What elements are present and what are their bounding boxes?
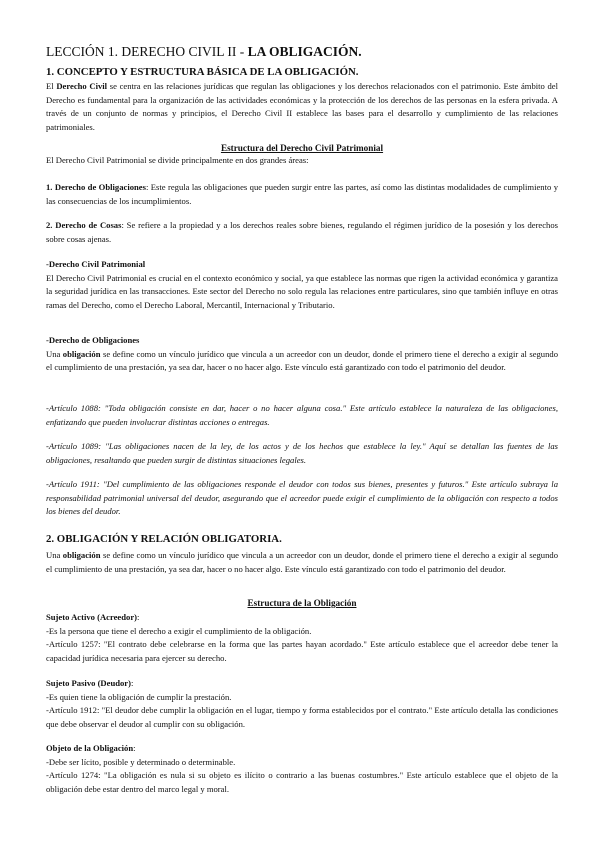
article-1089: -Artículo 1089: "Las obligaciones nacen de la ley, de los actos y de los hechos que establece la ley." Aquí se detallan las fuentes de las obligaciones, resaltando que pueden surgir de distintas situaciones legales.: [46, 441, 558, 465]
pasivo-heading: [46, 677, 558, 691]
s2-intro-post: se define como un vínculo jurídico que vincula a un acreedor con un deudor, donde el primero tiene el derecho a exigir al segundo el cumplimiento de una prestación, ya sea dar, hacer o no hacer algo. Este vínculo está garantizado con todo el patrimonio del deudor.: [46, 550, 558, 574]
title-bold: LA OBLIGACIÓN.: [247, 44, 362, 59]
dob-bold: obligación: [62, 348, 101, 359]
article-1088: -Artículo 1088: "Toda obligación consiste en dar, hacer o no hacer alguna cosa." Este artículo establece la naturaleza de las obligaciones, enfatizando que pueden involucrar distintas acciones o entregas.: [46, 403, 558, 427]
s2-intro-bold: obligación: [62, 550, 101, 560]
activo-colon: :: [137, 612, 140, 622]
title-prefix: LECCIÓN 1. DERECHO CIVIL II -: [46, 44, 248, 59]
dob-pre: Una: [46, 348, 63, 359]
section-2-intro: [46, 549, 558, 576]
dob-label: -Derecho de Obligaciones: [46, 335, 140, 345]
article-1911: -Artículo 1911: "Del cumplimiento de las obligaciones responde el deudor con todos sus bienes, presentes y futuros." Este artículo subraya la responsabilidad patrimonial universal del deudor, asegurando que el acreedor puede exigir el cumplimiento de la obligación con respecto a todos los bienes del deudor.: [46, 479, 558, 516]
structure-intro: El Derecho Civil Patrimonial se divide principalmente en dos grandes áreas:: [46, 155, 309, 165]
s2-intro-pre: Una: [46, 550, 63, 560]
structure-heading-1: Estructura del Derecho Civil Patrimonial: [220, 143, 384, 153]
section-2-heading: 2. OBLIGACIÓN Y RELACIÓN OBLIGATORIA.: [46, 533, 282, 545]
page-title: [46, 44, 558, 60]
structure-heading-2: Estructura de la Obligación: [247, 598, 357, 608]
item2-text: : Se refiere a la propiedad y a los derechos reales sobre bienes, regulando el régimen jurídico de la posesión y los derechos sobre cosas ajenas.: [46, 220, 558, 244]
activo-label: Sujeto Activo (Acreedor): [46, 612, 138, 622]
objeto-heading: [46, 742, 558, 756]
intro-post: se centra en las relaciones jurídicas que regulan las obligaciones y los derechos relacionados con el patrimonio. Este ámbito del Derecho es fundamental para la organización de las actividades económicas y la protección de los derechos de las personas en la esfera privada. A través de un conjunto de normas y principios, el Derecho Civil II establece las bases para el desarrollo y cumplimiento de las relaciones patrimoniales.: [46, 81, 558, 132]
section-1-heading: 1. CONCEPTO Y ESTRUCTURA BÁSICA DE LA OBLIGACIÓN.: [46, 66, 359, 78]
dob-text: [46, 348, 558, 375]
item1-text: : Este regula las obligaciones que pueden surgir entre las partes, así como las distintas modalidades de cumplimiento y las consecuencias de los incumplimientos.: [46, 182, 558, 206]
item-derecho-obligaciones: [46, 181, 558, 208]
objeto-line-1: -Debe ser lícito, posible y determinado o determinable.: [46, 756, 236, 767]
dcp-label: -Derecho Civil Patrimonial: [46, 259, 146, 269]
item-derecho-cosas: [46, 219, 558, 246]
sujeto-pasivo-block: [46, 677, 558, 731]
pasivo-colon: :: [130, 678, 134, 688]
derecho-obligaciones-block: [46, 334, 558, 375]
pasivo-line-2: -Artículo 1912: "El deudor debe cumplir la obligación en el lugar, tiempo y forma establecidos por el contrato." Este artículo detalla las condiciones que debe observar el deudor al cumplir con su obligación.: [46, 705, 558, 729]
dcp-text: El Derecho Civil Patrimonial es crucial en el contexto económico y social, ya que establece las normas que rigen la actividad económica y garantiza la seguridad jurídica en las transacciones. Este sector del Derecho no solo regula las relaciones entre particulares, sino que también influye en otras ramas del Derecho, como el Derecho Laboral, Mercantil, Internacional y Tributario.: [46, 272, 558, 310]
objeto-colon: :: [133, 743, 136, 753]
section-1-intro: [46, 80, 558, 134]
item2-label: 2. Derecho de Cosas: [46, 220, 122, 230]
item1-label: 1. Derecho de Obligaciones: [46, 182, 146, 192]
sujeto-activo-block: [46, 611, 558, 665]
derecho-civil-patrimonial-block: [46, 258, 558, 312]
activo-heading: [46, 611, 558, 625]
intro-pre: El: [46, 81, 57, 91]
objeto-label: Objeto de la Obligación: [46, 743, 134, 753]
intro-bold: Derecho Civil: [56, 81, 108, 91]
objeto-block: [46, 742, 558, 796]
activo-line-2: -Artículo 1257: "El contrato debe celebrarse en la forma que las partes hayan acordado." Este artículo establece que el acreedor debe tener la capacidad jurídica necesaria para ejercer su derecho.: [46, 639, 558, 663]
activo-line-1: -Es la persona que tiene el derecho a exigir el cumplimiento de la obligación.: [46, 625, 312, 636]
objeto-line-2: -Artículo 1274: "La obligación es nula si su objeto es ilícito o contrario a las buenas costumbres." Este artículo establece que el objeto de la obligación debe estar dentro del marco legal y moral.: [46, 770, 558, 794]
dob-post: se define como un vínculo jurídico que vincula a un acreedor con un deudor, donde el primero tiene el derecho a exigir al segundo el cumplimiento de una prestación, ya sea dar, hacer o no hacer algo. Este vínculo está garantizado con todo el patrimonio del deudor.: [46, 348, 558, 372]
pasivo-label: Sujeto Pasivo (Deudor): [46, 678, 131, 688]
pasivo-line-1: -Es quien tiene la obligación de cumplir la prestación.: [46, 691, 232, 702]
